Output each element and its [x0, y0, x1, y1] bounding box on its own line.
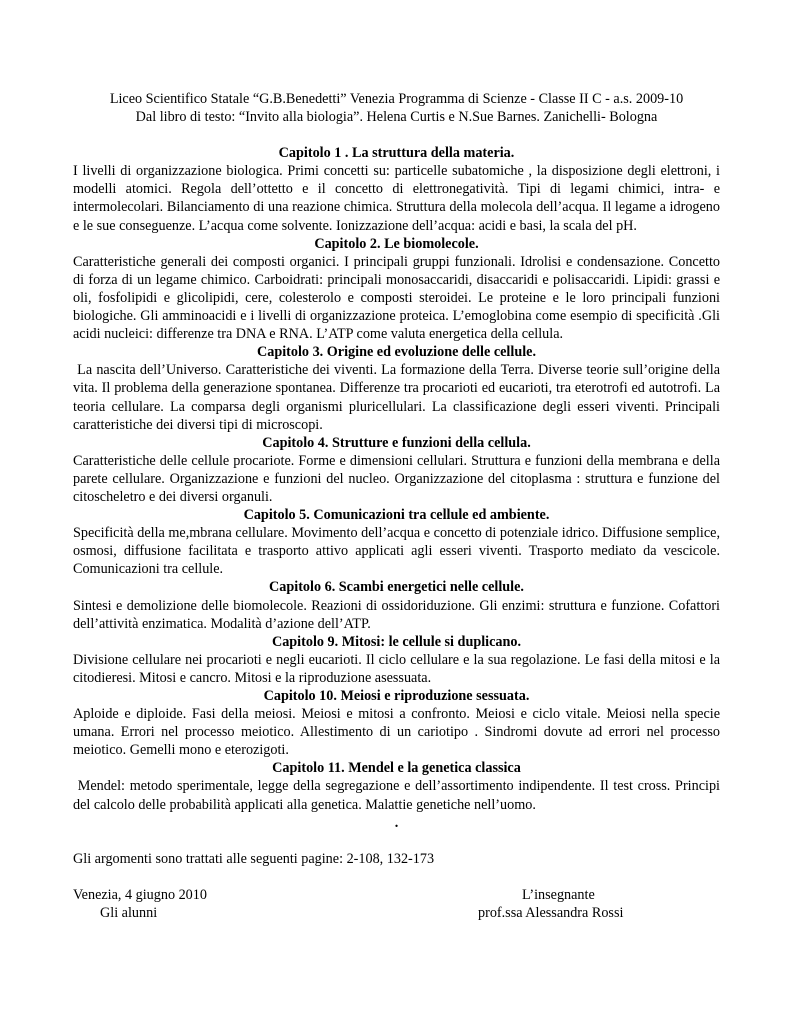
- chapter-body: I livelli di organizzazione biologica. Primi concetti su: particelle subatomiche , la disposizione degli elettroni, i modelli atomici. Regola dell’ottetto e il concetto di elettronegatività. Tipi di legami chimici, intra- e intermolecolari. Bilanciamento di una reazione chimica. Struttura della molecola dell’acqua. Il legame a idrogeno e le sue conseguenze. L’acqua come solvente. Ionizzazione dell’acqua: acidi e basi, la scala del pH.: [73, 163, 720, 234]
- place-date: Venezia, 4 giugno 2010: [73, 886, 207, 903]
- chapter: [73, 578, 720, 632]
- chapter: [73, 235, 720, 344]
- chapter-title: Capitolo 1 . La struttura della materia.: [278, 145, 515, 162]
- pages-note: Gli argomenti sono trattati alle seguenti pagine: 2-108, 132-173: [73, 850, 435, 867]
- footer-row-2: [73, 904, 720, 922]
- chapter-title: Capitolo 2. Le biomolecole.: [314, 235, 479, 252]
- students-label: Gli alunni: [100, 904, 158, 921]
- header-school-line: Liceo Scientifico Statale “G.B.Benedetti” Venezia Programma di Scienze - Classe II C - a.s. 2009-10: [109, 91, 684, 107]
- chapter-body: Mendel: metodo sperimentale, legge della segregazione e dell’assortimento indipendente. Il test cross. Principi del calcolo delle probabilità applicati alla genetica. Malattie genetiche nell’uomo.: [73, 778, 720, 813]
- chapter-body: Caratteristiche generali dei composti organici. I principali gruppi funzionali. Idrolisi e condensazione. Concetto di forza di un legame chimico. Carboidrati: principali monosaccaridi, disaccaridi e polisaccaridi. Lipidi: grassi e oli, fosfolipidi e glicolipidi, cere, colesterolo e composti steroidei. Le proteine e le loro principali funzioni biologiche. Gli amminoacidi e i livelli di organizzazione proteica. L’emoglobina come esempio di specificità .Gli acidi nucleici: differenze tra DNA e RNA. L’ATP come valuta energetica della cellula.: [73, 253, 720, 343]
- chapter-title: Capitolo 10. Meiosi e riproduzione sessuata.: [263, 688, 530, 704]
- chapter: [73, 633, 720, 687]
- chapter-body: Specificità della me,mbrana cellulare. Movimento dell’acqua e concetto di potenziale idrico. Diffusione semplice, osmosi, diffusione facilitata e trasporto attivo applicati agli esseri viventi. Trasporto mediato da vescicole. Comunicazioni tra cellule.: [73, 525, 720, 578]
- chapter: [73, 343, 720, 433]
- footer-row-1: [73, 886, 720, 904]
- teacher-label: L’insegnante: [522, 886, 595, 903]
- centered-dot: .: [394, 814, 399, 831]
- chapter-title: Capitolo 4. Strutture e funzioni della cellula.: [262, 434, 531, 451]
- chapter-title: Capitolo 5. Comunicazioni tra cellule ed ambiente.: [243, 507, 550, 524]
- chapter-list: [73, 144, 720, 813]
- teacher-name: prof.ssa Alessandra Rossi: [478, 904, 624, 921]
- chapter-title: Capitolo 11. Mendel e la genetica classica: [272, 760, 521, 777]
- chapter-title: Capitolo 9. Mitosi: le cellule si duplicano.: [271, 633, 522, 650]
- chapter: [73, 506, 720, 578]
- chapter: [73, 687, 720, 759]
- chapter-body: La nascita dell’Universo. Caratteristiche dei viventi. La formazione della Terra. Diverse teorie sull’origine della vita. Il problema della generazione spontanea. Differenze tra procarioti ed eucarioti, tra eterotrofi ed autotrofi. La teoria cellulare. La comparsa degli organismi pluricellulari. La classificazione degli esseri viventi. Principali caratteristiche dei diversi tipi di microscopi.: [73, 362, 720, 433]
- chapter-body: Aploide e diploide. Fasi della meiosi. Meiosi e mitosi a confronto. Meiosi e ciclo vitale. Meiosi nella specie umana. Errori nel processo meiotico. Allestimento di un cariotipo . Sindromi dovute ad errori nel processo meiotico. Gemelli mono e eterozigoti.: [73, 706, 720, 759]
- chapter-body: Caratteristiche delle cellule procariote. Forme e dimensioni cellulari. Struttura e funzioni della membrana e della parete cellulare. Organizzazione e funzioni del nucleo. Organizzazione del citoplasma : struttura e funzione del citoscheletro e dei diversi organuli.: [73, 452, 720, 505]
- chapter-body: Divisione cellulare nei procarioti e negli eucarioti. Il ciclo cellulare e la sua regolazione. Le fasi della mitosi e la citodieresi. Mitosi e cancro. Mitosi e la riproduzione asessuata.: [73, 651, 720, 686]
- chapter: [73, 434, 720, 506]
- chapter-body: Sintesi e demolizione delle biomolecole. Reazioni di ossidoriduzione. Gli enzimi: struttura e funzione. Cofattori dell’attività enzimatica. Modalità d’azione dell’ATP.: [73, 597, 720, 632]
- chapter: [73, 759, 720, 813]
- chapter-title: Capitolo 6. Scambi energetici nelle cellule.: [269, 579, 524, 596]
- document-page: [73, 90, 720, 922]
- chapter-title: Capitolo 3. Origine ed evoluzione delle cellule.: [257, 344, 536, 361]
- header-textbook-line: Dal libro di testo: “Invito alla biologia”. Helena Curtis e N.Sue Barnes. Zanichelli- Bologna: [135, 109, 658, 126]
- chapter: [73, 144, 720, 234]
